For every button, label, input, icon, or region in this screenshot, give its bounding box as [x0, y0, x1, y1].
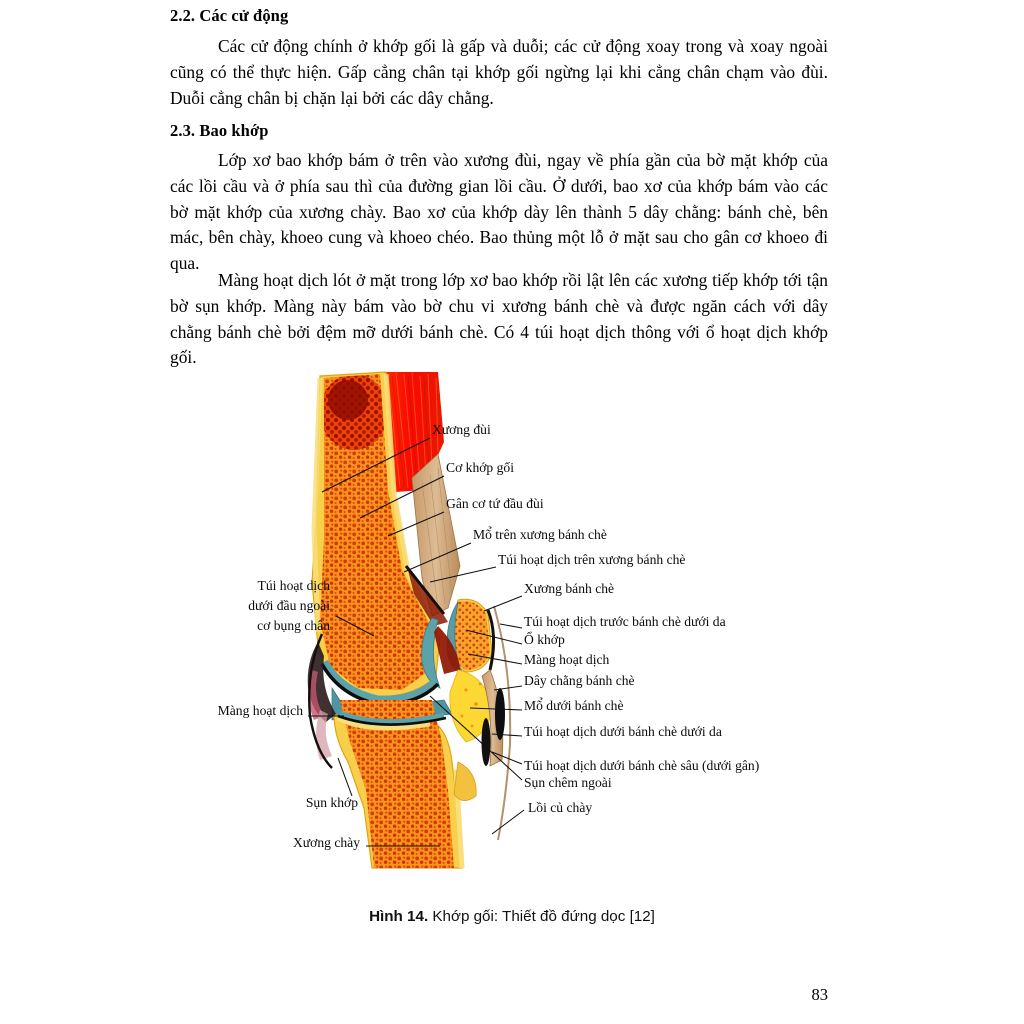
- figure-label-right-6: Túi hoạt dịch trước bánh chè dưới da: [524, 614, 726, 629]
- figure-label-left-4: Sụn khớp: [305, 795, 358, 810]
- figure-label-left-5: Xương chày: [292, 835, 360, 850]
- figure-labels: [0, 368, 1024, 888]
- figure-label-left-2: cơ bụng chân: [257, 618, 330, 633]
- figure-caption-label: Hình 14.: [369, 908, 429, 925]
- figure-label-right-12: Túi hoạt dịch dưới bánh chè sâu (dưới gân): [524, 758, 760, 773]
- figure-label-right-1: Cơ khớp gối: [446, 460, 515, 475]
- figure-caption: [0, 908, 1024, 925]
- figure-label-right-9: Dây chằng bánh chè: [524, 673, 635, 688]
- figure-label-right-11: Túi hoạt dịch dưới bánh chè dưới da: [524, 724, 722, 739]
- figure-label-right-3: Mõ̉ trên xương bánh chè: [473, 527, 607, 542]
- paragraph-2-2-1: Các cử động chính ở khớp gối là gấp và duỗi; các cử động xoay trong và xoay ngoài cũng có thể thực hiện. Gấp cẳng chân tại khớp gối ngừng lại khi cẳng chân chạm vào đùi. Duỗi cẳng chân bị chặn lại bởi các dây chằng.: [170, 36, 828, 108]
- page-number: 83: [811, 985, 828, 1004]
- figure-14: [0, 368, 1024, 888]
- figure-label-right-5: Xương bánh chè: [524, 581, 615, 596]
- figure-label-left-0: Túi hoạt dịch: [257, 578, 330, 593]
- figure-label-right-8: Màng hoạt dịch: [524, 652, 610, 667]
- figure-label-right-14: Lồi củ chày: [528, 800, 593, 815]
- figure-label-right-0: Xương đùi: [432, 422, 491, 437]
- figure-label-left-3: Màng hoạt dịch: [217, 703, 303, 718]
- heading-2-2: 2.2. Các cử động: [170, 6, 289, 25]
- figure-label-left-1: dưới đầu ngoài: [248, 598, 330, 613]
- figure-label-right-10: Mõ̉ dưới bánh chè: [524, 698, 624, 713]
- figure-label-right-7: Ổ khớp: [524, 632, 565, 647]
- figure-label-right-13: Sụn chêm ngoài: [524, 775, 612, 790]
- heading-2-3: 2.3. Bao khớp: [170, 121, 269, 140]
- figure-caption-text: Khớp gối: Thiết đồ đứng dọc [12]: [432, 908, 655, 925]
- paragraph-2-3-1: Lớp xơ bao khớp bám ở trên vào xương đùi, ngay về phía gần của bờ mặt khớp của các lồi cầu và ở phía sau thì của đường gian lồi cầu. Ở dưới, bao xơ của khớp bám vào các bờ mặt khớp của xương chày. Bao xơ của khớp dày lên thành 5 dây chằng: bánh chè, bên mác, bên chày, khoeo cung và khoeo chéo. Bao thủng một lỗ ở mặt sau cho gân cơ khoeo đi qua.: [170, 150, 828, 274]
- figure-label-right-2: Gân cơ tứ đầu đùi: [446, 496, 544, 511]
- paragraph-2-3-2: Màng hoạt dịch lót ở mặt trong lớp xơ bao khớp rồi lật lên các xương tiếp khớp tới tận bờ sụn khớp. Màng này bám vào bờ chu vi xương bánh chè và được ngăn cách với dây chằng bánh chè bởi đệm mỡ dưới bánh chè. Có 4 túi hoạt dịch thông với ổ hoạt dịch khớp gối.: [170, 270, 828, 368]
- figure-label-right-4: Túi hoạt dịch trên xương bánh chè: [498, 552, 686, 567]
